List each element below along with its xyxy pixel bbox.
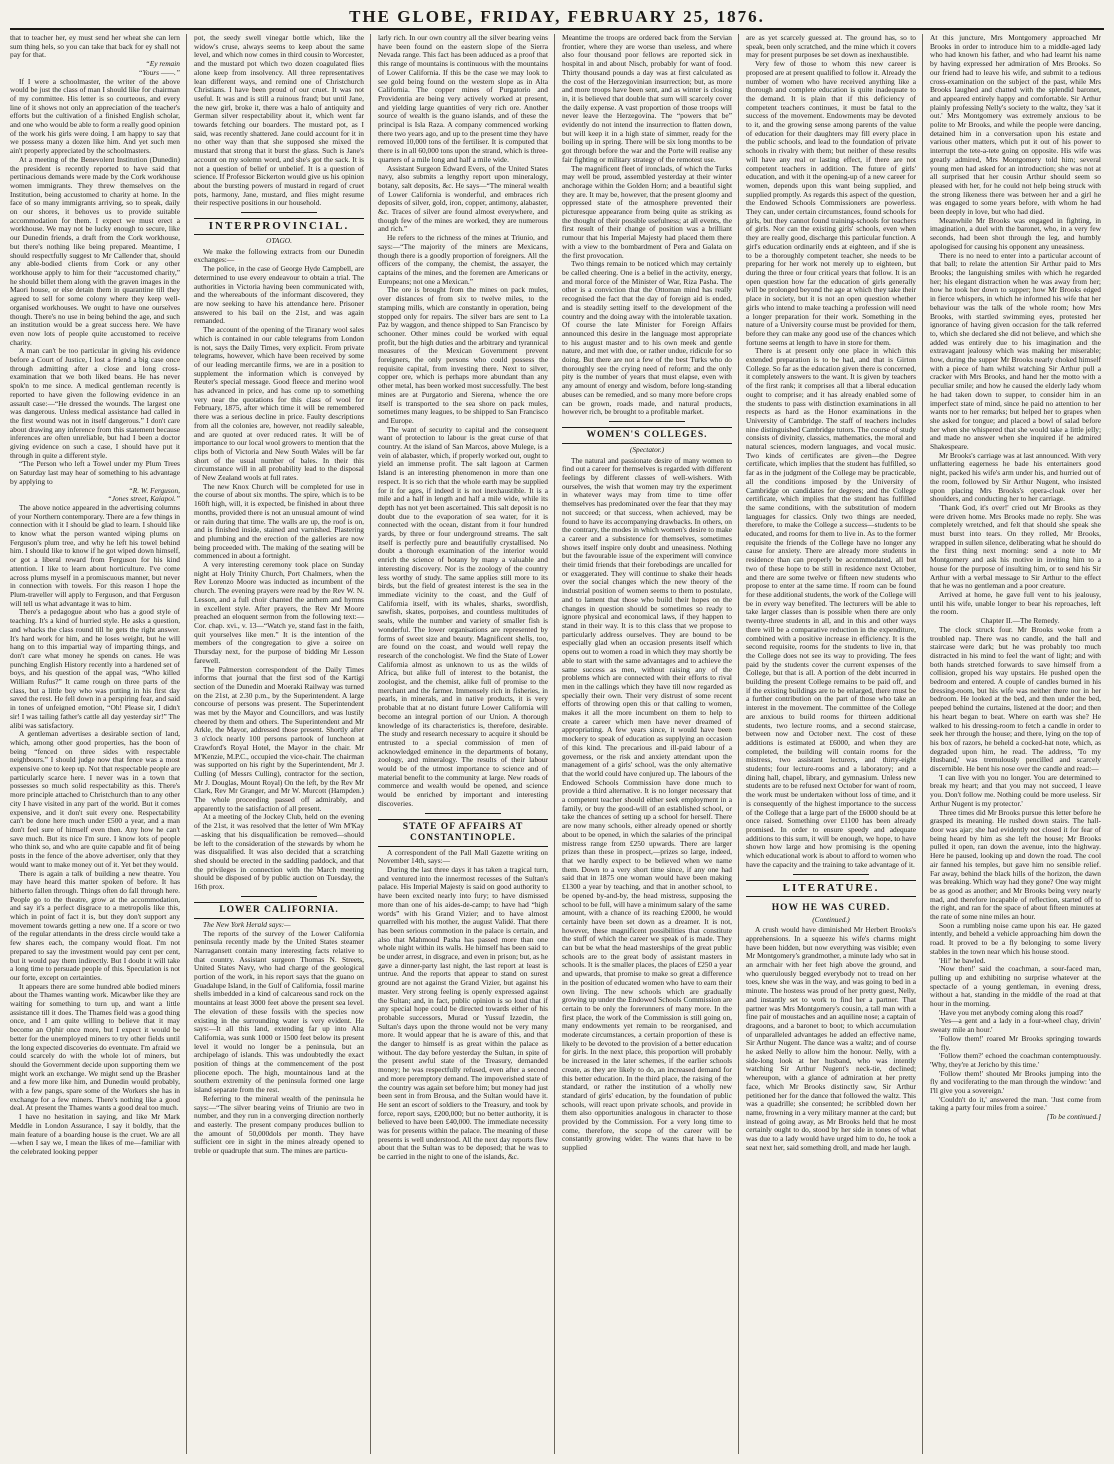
masthead: THE GLOBE, FRIDAY, FEBRUARY 25, 1876. [10,6,1104,30]
story-paragraph: A crush would have diminished Mr Herbert Brooks's apprehensions. In a squeeze his wife's charms might have been hidden, but now everything was visible; even Mr Montgomery's grandmother, a minute lady who sat in an armchair with her feet high above the ground, and who querulously begged everybody not to tread on her toes, knew she was in the way, and was going to bed in a minute. The hostess was proud of her pretty guest, Nelly, and instantly set to work to find her a partner. That partner was Mrs Montgomery's cousin, a tall man with a fine pair of moustaches and an aquiline nose; a captain of dragoons, and a baronet to boot; to which accumulation of unparalleled advantages he added an effective name, Sir Arthur Nugent. The dance was a waltz; and of course he asked Nelly to allow him the honour. Nelly, with a side-long look at her husband, who was intently watching Sir Arthur Nugent's neck-tie, declined; whereupon, with a glance of admiration at her pretty face, which Mr Brooks distinctly saw, Sir Arthur petitioned her for the dance that followed the waltz. This was a quadrille; she consented; he scribbled down her name, frowning in a very military manner at the card; but instead of going away, as Mr Brooks held that he most certainly ought to do, stood by her side in tones of what was due to a lady would have urged him to do, he took a seat next her, said something droll, and made her laugh. [746,925,916,1152]
paragraph: are as yet scarcely guessed at. The ground has, so to speak, been only scratched, and the mine which it covers may for present purposes be set down as inexhaustible. [746,34,916,60]
paragraph: The reports of the survey of the Lower California peninsula recently made by the United States steamer Narragansett contain many interesting facts relative to that country. Assistant surgeon Thomas N. Streets, United States Navy, who had charge of the geological portion of the work, in his report says that the guano on Guadalupe Island, in the Gulf of California, fossil marine shells imbedded in a kind of calcareous sand rock on the mountains at least 3000 feet above the present sea level. The elevation of these fossils with the species now existing in the surrounding water is very evident. He says:—It all this land, extending far up into Alta California, was sunk 1000 or 1500 feet below its present level it would no longer be a peninsula, but an archipelago of islands. This was undoubtedly the exact position of things at the commencement of the post pliocene epoch. The high, mountainous land at the southern extremity of the peninsula formed one large island separate from the rest. [194,928,364,1095]
column-3 [378,34,555,1454]
paragraph: The police, in the case of George Hyde Campbell, are determined to use every endeavour to obtain a trial. The authorities in Victoria having been communicated with, and the whereabouts of the informant discovered, they are now seeking to have his attendance here. Prisoner answered to his bail on the 21st, and was again remanded. [194,264,364,326]
section-heading: LOWER CALIFORNIA. [194,902,364,919]
literature-heading: LITERATURE. [746,880,916,897]
paragraph: that to teacher her, ey must send her wheat she can lern sum thing hels, so you can take that back for ey shall not pay for that. [10,34,180,60]
article-columns [10,34,1104,1454]
paragraph: If I were a schoolmaster, the writer of the above would be just the class of man I should like for chairman of my committee. His letter is so courteous, and every line of it shows not only an appreciation of the teacher's efforts but the cultivation of a finished English scholar, and one who would be able to form a really good opinion of the work his girls were doing. I am happy to say that we possess many a dozen like him. And yet such men ain't properly appreciated by the schoolmasters. [10,76,180,156]
paragraph: At this juncture, Mrs Montgomery approached Mr Brooks in order to introduce him to a middle-aged lady who had known his father, and who had learnt his name by having expressed her admiration of Mrs Brooks. So our friend had to leave his wife, and submit to a tedious cross-examination on the subject of the past, while Mrs Brooks laughed and chatted with the splendid baronet, and appeared entirely happy and comfortable. Sir Arthur plainly professing Nelly's society to the waltz, they 'sat it out.' Mrs Montgomery was extremely anxious to be polite to Mr Brooks, and while the people were dancing, detained him in a conversation upon his estate and various other matters, which put it out of his power to interrupt the tete-a-tete going on opposite. His wife was greatly admired, Mrs Montgomery told him; several young men had asked for an introduction; she was not at all surprised that her cousin Arthur should seem so pleased with her, for he could not help being struck with the strong likeness there was between her and a girl he was engaged to some years before, with whom he had been deeply in love, but who had died. [930,34,1101,217]
column-6 [930,34,1107,1454]
paragraph: 'Yes—a gent and a lady in a four-wheel chay, drivin' sweaty mile an hour.' [930,1016,1101,1035]
section-subheading: (Spectator.) [629,444,665,454]
paragraph: larly rich. In our own country all the silver bearing veins have been found on the eastern slope of the Sierra Nevada range. This fact has been adduced as a proof that this range of mountains is continuous with the mountains of Lower California. If this be the case we may look to see gold being found on the western slope as in Alta California. The copper mines of Purgatorio and Providentia are being very actively worked at present, and yielding large quantities of very rich ore. Another source of wealth is the guano islands, and of these the principal is Isla Raza. A company commenced working there two years ago, and up to the present time they have removed 10,000 tons of the fertiliser. It is computed that there is in all 60,000 tons upon the strand, which is three-quarters of a mile long and half a mile wide. [378,34,548,164]
signature-line: “R. W. Ferguson, [128,485,180,495]
paragraph: The clock struck four. Mr Brooks woke from a troubled nap. There was no candle, and the hall and staircase were dark; but he was probably too much distracted in his mind to feel the want of light; and with both hands stretched forwards to save himself from a collision, groped his way upstairs. He pushed open the bedroom and entered. A couple of candles burned in his dressing-room, but his wife was neither there nor in her bedroom. He looked at the bed, and then under the bed, peeped behind the curtains, listened at the door; and then his heart began to beat. Where on earth was she? He walked to his dressing-room to fetch a candle in order to seek her through the house; and there, lying on the top of his box of razors, he beheld a cocked-hat note, which, as degraded upon him, he read. The address, 'To my Husband,' was tremulously pencilled and scarcely discernible. He bent his nose over the candle and read:— [930,624,1101,774]
paragraph: A very interesting ceremony took place on Sunday night at Holy Trinity Church, Port Chalmers, when the Rev Lorenzo Moore was inducted as incumbent of the church. The evening prayers were read by the Rev W. N. Lesson, and a full choir chanted the anthem and hymns in excellent style. After prayers, the Rev Mr Moore preached an eloquent sermon from the following text:—Cor. chap. xvi., v. 13—“Watch ye, stand fast in the faith, quit yourselves like men.” It is the intention of the members of the congregation to give a soiree on Thursday next, for the purpose of bidding Mr Lesson farewell. [194,560,364,665]
paragraph: At a meeting of the Benevolent Institution (Dunedin) the president is recently reported to have said that pertinacious demands were made by the Cork workhouse women immigrants. They threw themselves on the Institution, being accustomed to charity at home. In the face of so many immigrants arriving, so to speak, daily on our shores, it behoves us to provide suitable accommodation for them. I expect we must erect a workhouse. We may not be lucky enough to secure, like our Dunedin friends, a draft from the Cork workhouse, but there's nothing like being prepared. Meantime, I should respectfully suggest to Mr Callender that, should any able-bodied clients from Cork or any other workhouse apply to him for their “accustomed charity,” he should billet them along with the graven images in the Maori house, or else detain them in quarantine till they agreed to sell for some colony where they keep well-organised workhouses. We ought to have one ourselves though. There's no use in being behind the age, and such an institution would be a great success here. We have even now lots of people quite accustomed to receive charity. [10,154,180,347]
paragraph: 'Thank God, it's over!' cried out Mr Brooks as they were driven home. Mrs Brooks made no reply. She was completely wretched, and felt that should she speak she must burst into tears. On they rolled, Mr Brooks, wrapped in sullen silence, deliberating what he should do the first thing next morning: send a note to Mr Montgomery and ask his motive in inviting him to a house for the purpose of insulting him, or to send his Sir Arthur with a verbal message to Sir Arthur to the effect that he was no gentleman and a poor creature. [930,502,1101,591]
paragraph: He refers to the richness of the mines at Triunio, and says:—“The majority of the miners are Mexicans, though there is a goodly proportion of foreigners. All the officers of the company, the chemist, the assayer, the captains of the mines, and the foremen are Americans or Europeans; not one a Mexican.” [378,233,548,286]
section-heading: WOMEN'S COLLEGES. [562,427,732,444]
paragraph: Arrived at home, he gave full vent to his jealousy, until his wife, unable longer to bear his reproaches, left the room. [930,590,1101,617]
section-heading: STATE OF AFFAIRS AT CONSTANTINOPLE. [378,819,548,847]
paragraph: 'Hi!' he bawled. [939,955,986,965]
signature-line: “Yours ——.” [138,67,180,77]
divider [425,813,502,814]
paragraph: I have no hesitation in saying, and like Mr Mark Meddle in London Assurance, I say it boldly, that the main feature of a boarding house is the cruet. We are all—when I say we, I mean the likes of me—familiar with the celebrated looking pepper [10,1112,180,1156]
paragraph: 'Follow them!' shouted Mr Brooks jumping into the fly and vociferating to the man through the window: 'and I'll give you a sovereign.' [930,1068,1101,1096]
paragraph: The above notice appeared in the advertising columns of your Northern contemporary. There are a few things in connection with it I should be glad to learn. I should like to know what the person wanted wiping plums on Ferguson's plum tree, and why he left his towel behind him. I should like to know if he got wiped down himself, or got a liberal reward from Ferguson for his kind attention. I like to learn about horticulture. I've come across plums myself in a promiscuous manner, but never in connection with towels. For this reason I hope the Plum-traveller will apply to Ferguson, and that Ferguson will tell us what advantage it was to him. [10,502,180,608]
paragraph: Soon a rumbling noise came upon his ear. He gazed intently, and beheld a vehicle approaching him down the road. It proved to be a fly belonging to some livery stables in the town near which his house stood. [930,920,1101,956]
divider [241,212,318,213]
paragraph: It appears there are some hundred able bodied miners about the Thames wanting work. Micawber like they are waiting for something to turn up, and want a little assistance till it does. The Thames field was a good thing once, and I am quite willing to believe that it may become an Ophir once more, but I expect it would be better for the unemployed miners to try other fields until the long expected discoveries do eventuate. I'm afraid we could scarcely do with the whole lot of miners, but should the Government decide upon supporting them we might work an exchange. We might send up the Brasher and a few more like him, and Dunedin would probably, with a few pangs, spare some of the Workers she has in exchange for a few miners. There's nothing like a good deal. At present the Thames wants a good deal too much. [10,981,180,1113]
paragraph: The want of security to capital and the consequent want of protection to labour is the great curse of that country. At the island of San Marcos, above Mulege, is a vein of alabaster, which, if properly worked out, ought to yield an immense profit. The salt lagoon at Carmen Island is an interesting phenomenon in more than one respect. It is so rich that the whole earth may be supplied for it for ages, if indeed it is not inexhaustible. It is a mile and a half in length and half a mile wide, while its depth has not yet been ascertained. This salt deposit is no doubt due to the evaporation of sea water, for it is connected with the ocean, distant from it four hundred yards, by three or four underground streams. The salt itself is perfectly pure and beautifully crystallised. No doubt a thorough examination of the interior would enrich the science of botany by many a valuable and interesting discovery. Nor is the zoology of the country less worthy of study. The same applies still more to its birds, but the field of greatest interest is the sea in the immediate vicinity to the coast, and the Gulf of California itself, with its whales, sharks, swordfish, sawfish, skates, porpoises, and countless multitudes of seals, while the number and variety of smaller fish is wonderful. The lower organisations are represented by forms of sweet size and beauty. Magnificent shells, too, are found on the coast, and would well repay the research of the conchologist. We find the State of Lower California almost as unknown to us as the wilds of Africa, but alike full of interest to the botanist, the zoologist, and the chemist, alike full of promise to the merchant and the farmer. Immensely rich in fisheries, in pearls, in minerals, and in native products, it is very probable that at no distant future Lower California will become an integral portion of our Union. A thorough knowledge of its characteristics is, therefore, desirable. The study and research necessary to acquire it should be entrusted to a special commission of men of acknowledged eminence in the departments of botany, zoology, and mineralogy. The results of their labour would be of the utmost importance to science and of material benefit to the community at large. New roads of commerce and wealth would be opened, and science would be enriched by important and interesting discoveries. [378,424,548,808]
column-5 [746,34,923,1454]
paragraph: Referring to the mineral wealth of the peninsula he says:—“The silver bearing veins of Triunio are two in number, and they run in a converging direction northerly and easterly. The present company produces bullion to the amount of 50,000dols per month. They have sufficient ore in sight in the mines already opened to treble or quadruple that sum. The mines are particu- [194,1093,364,1156]
continued-note: [To be continued.] [1046,1112,1101,1122]
paragraph: Three times did Mr Brooks pursue this letter before he grasped its meaning. He rushed down stairs. The hall-door was ajar; she had evidently not closed it for fear of being heard by him as she left the house; Mr Brooks pulled it open, ran down the avenue, into the highway. Here he paused, looking up and down the road. The cool air fanned his temples, but gave him no sensible relief. Far away, behind the black hills of the horizon, the dawn was breaking. Which way had they gone? One way might be as good as another; and Mr Brooks being very nearly mad, and therefore incapable of reflection, started off to the right, and ran for the space of about fifteen minutes at the rate of some nine miles an hour. [930,807,1101,922]
paragraph: The New York Herald says:— [203,919,291,929]
paragraph: There's a pedagogue about who has a good style of teaching. It's a kind of hurried style. He asks a question, and whacks the class round till he gets the right answer. It's hard work for him, and he loses weight, but he will hang on to this impartial way of imparting things, and don't care what money he spends on canes. He was punching English History recently into a hardened set of boys, and his question of the appal was, “Who killed William Rufus?” It came rough on three parts of the class, but a little boy who was putting in his first day saved the rest. He fell down in a perspiring fear, and said in tones of unfeigned emotion, “Oh! Please sir, I didn't sir! I was tailing father's cattle all day yesterday sir!” The alibi was satisfactory. [10,607,180,730]
paragraph: The ore is brought from the mines on pack mules, over distances of from six to twelve miles, to the stamping mills, which are constantly in operation, being stopped only for repairs. The silver bars are sent to La Paz by waggon, and thence shipped to San Francisco by schooner. Other mines could be worked with equal profit, but the high duties and the arbitrary and tyrannical measures of the Mexican Government prevent foreigners, the only persons who could possess the requisite capital, from investing there. Next to silver, copper ore, which is perhaps more abundant than any other metal, has been worked most successfully. The best mines are at Purgatorio and Sierena, whence the ore itself is transported to the sea shore on pack mules, sometimes many leagues, to be shipped to San Francisco and Europe. [378,285,548,425]
divider [241,896,318,897]
paragraph: There is at present only one place in which this extended preparation is to be had, and that is Girton College. So far as the education given there is concerned, it completely answers to the want. It is given by teachers of the first rank; it comprises all that a liberal education ought to comprise; and it has already enabled some of the students to pass with distinction examinations in all respects as hard as the Honor examinations in the University of Cambridge. The staff of teachers includes nine distinguished Cambridge tutors. The course of study consists of divinity, classics, mathematics, the moral and natural sciences, modern languages, and vocal music. Two kinds of certificates are given—the Degree certificate, which implies that the student has fulfilled, so far as in the judgment of the College may be practicable, all the conditions imposed by the University of Cambridge on candidates for degrees; and the College certificate, which implies that the student has fulfilled the same conditions, with the substitution of modern languages for classics. Only two things are needed, therefore, to make the College a success—students to be educated, and rooms for them to live in. As to the former requisite the friends of the College have no longer any cause for anxiety. There are already more students in residence than can properly be accommodated, all but two of these hope to be still in residence next October, and there are some twelve or fifteen new students who propose to enter at the same time. If room can be found for these additional students, the work of the College will be in every way benefited. The lecturers will be able to take larger classes than is possible when there are only twenty-three students in all, and in this and other ways there will be a comparative reduction in the expenditure, combined with a positive increase in efficiency. It is the second requisite, rooms for the students to live in, that the College does not see its way to providing. The fees paid by the students cover the current expenses of the College, but that is all. A portion of the debt incurred in building the present College remains to be paid off, and if the existing buildings are to be enlarged, there must be a further contribution on the part of those who take an interest in the movement. The committee of the College are anxious to build rooms for thirteen additional students, two lecture rooms, and a second staircase, between now and October next. The cost of these additions is estimated at £6000, and when they are completed, the building will contain rooms for the mistress, two assistant lecturers, and thirty-eight students; four lecture-rooms and a laboratory; and a dining hall, chapel, library, and gymnasium. Unless new students are to be refused next October for want of room, the work must be undertaken without loss of time, and it is consequently of the highest importance to the success of the College that a large part of the £6000 should be at once raised. Something over £1100 has been already promised. In order to ensure speedy and adequate additions to this sum, it will be enough, we hope, to have shown how large and how promising is the opening which educational work is about to afford to women who have the capacity and the training to take advantage of it. [746,346,916,869]
paragraph: pot, the seedy swell vinegar bottle which, like the widow's cruse, always seems to keep about the same level, and which now comes in third cousin to Worcester, and the mustard pot which two dozen coagulated flies alone keep from insolvency. All three representatives lean different ways, and remind one of Christchurch Christians. I have been proud of our cruet. It was not useful. It was and is still a ruinous fraud; but until Jane, the new girl, broke it, there was a halo of antiquity and German silver respectability about it, which went far towards fetching our boarders. The mustard pot, as I said, was recently shattered. Jane could account for it in no other way than that she supposed she mixed the mustard that strong that it burst the glass. Such is Jane's account on my solemn word, and she's got the sack. It is not a question of belief or unbelief. It is a question of science. If Professor Bickerton would give us his opinion about the bursting powers of mustard in regard of cruet pots, harmony, Jane, mustard, and flies might resume their respective positions in our household. [194,34,364,208]
column-1 [10,34,187,1454]
paragraph: There is no need to enter into a particular account of that ball; to relate the attention Sir Arthur paid to Mrs Brooks; the languishing smiles with which he regarded her; his elegant distraction when he was away from her; how he took her down to supper; how Mr Brooks edged in fierce whispers, in which he informed his wife that her behaviour was the talk of the whole room; how Mrs Brooks, with startled swimming eyes, protested her ignorance of having given occasion for the talk referred to, which she declared she did not believe, and which she added was entirely due to his imagination and the extravagant jealousy which was making her miserable; how, during the supper Mr Brooks nearly choked himself with a piece of ham whilst watching Sir Arthur pull a cracker with Mrs Brooks, and hand her the motto with a peculiar smile; and how he caused the elderly lady whom he had taken down to supper, to consider him in an imperfect state of mind, since he paid no attention to her wants nor to her remarks; but helped her to grapes when she asked for tongue; and placed a bowl of salad before her when she whispered that she would take a little jelly; and made no answer when she inquired if he admired Shakespeare. [930,250,1101,452]
paragraph: Mr Brooks's carriage was at last announced. With very unflattering eagerness he bade his entertainers good night, packed his wife's arm under his, and hurried out of the room, followed by Sir Arthur Nugent, who insisted upon placing Mrs Brooks's opera-cloak over her shoulders, and conducting her to her carriage. [930,450,1101,504]
paragraph: Assistant Surgeon Edward Evers, of the United States navy, also submits a lengthy report upon mineralogy, botany, salt deposits, &c. He says—“The mineral wealth of Lower California is wonderful, and embraces rich deposits of silver, gold, iron, copper, antimony, alabaster, &c. Traces of silver are found almost everywhere, and though few of the mines are worked, they are numerous and rich.” [378,163,548,234]
paragraph: At a meeting of the Jockey Club, held on the evening of the 21st, it was resolved that the letter of Wm M'Kay—asking that his disqualification be removed—should be left to the consideration of the stewards by whom he was disqualified. It was also decided that a scratching shed should be erected in the saddling paddock, and that the privileges in connection with the March meeting should be disposed of by public auction on Tuesday, the 16th prox. [194,812,364,892]
column-2 [194,34,371,1454]
chapter-heading: Chapter II.—The Remedy. [980,616,1060,626]
paragraph: Meanwhile Mr Brooks was engaged in fighting, in imagination, a duel with the baronet, who, in a very few seconds, had been shot through the leg, and humbly apologised for causing his opponent any uneasiness. [930,215,1101,251]
story-continued: (Continued.) [812,914,850,924]
story-title: HOW HE WAS CURED. [771,902,891,913]
paragraph: The magnificent fleet of ironclads, of which the Turks may well be proud, assembled yesterday at their winter anchorage within the Golden Horn; and a beautiful sight they are. It may be, however, that the present gloomy and oppressed state of the atmosphere prevented their picturesque appearance from being quite as striking as the thought of their possible usefulness; at all events, the first result of their change of position was a brilliant rumour that his Imperial Majesty had placed them there with a view to the bombardment of Pera and Galata on the first provocation. [562,163,732,260]
paragraph: The natural and passionate desire of many women to find out a career for themselves is regarded with different feelings by different classes of well-wishers. With ourselves, the wish that women may try the experiment in whatever ways may from time to time offer themselves has predominated over the fear that they may not succeed; or that success, when achieved, may be found to have its accompanying drawbacks. In others, on the contrary, the modes in which women's desire to make a career and a subsistence for themselves, sometimes shows itself inspire only doubt and uneasiness. Nothing but the favourable issue of the experiment will convince their timid friends that their forebodings are uncalled for or exaggerated. They will continue to shake their heads over the social changes which the new theory of the industrial position of women seems to them to postulate, and to lament that those who build their hopes on the changes in question should be sometimes so ready to ignore physical and economical laws, if they happen to stand in their way. It is to this class that we propose to particularly address ourselves. They are bound to be especially glad when an occasion presents itself which opens out to women a road in which they may shortly be able to start with the same advantages and to achieve the same success as men, without raising any of the problems which are connected with their efforts to rival men in the callings which they have till now regarded as specially their own. Their very distrust of some recent efforts of throwing open this or that calling to women, makes it all the more incumbent on them to help to create a career which men have never dreamed of appropriating. A few years since, it would have been mockery to speak of education as supplying an occasion of this kind. The precarious and ill-paid labour of a governess, or the risk and anxiety attendant upon the management of a girls' school, was the only alternative that the world could have conjured up. The labours of the Endowed Schools Commission have done much to provide a third alternative. It is no longer necessary that a competent teacher should either seek employment in a family, or buy the good-will of an established school, or take the chances of setting up a school for herself. There are now many schools, either already opened or shortly about to be opened, in which the salaries of the principal mistress range from £250 upwards. There are larger prizes than these in prospect,—prizes so large, indeed, that we hardly expect to be believed when we name them. Down to a very short time since, if any one had said that in 1875 one woman would have been making £1300 a year by teaching, and that in another school, to be opened by-and-by, the head mistress, supposing the school to be full, will have a minimum salary of the same amount, with a chance of its reaching £2000, he would certainly have been set down as a dreamer. It is not, however, these magnificent possibilities that constitute the stuff of which the career we speak of is made. They can but be what the head masterships of the great public schools are to the great body of assistant masters in schools. It is the smaller places, the places of £250 a year and upwards, that promise to make so great a difference in the position of educated women who have to earn their own living. The new schools which are gradually growing up under the Endowed Schools Commission are certain to be only the forerunners of many more. In the first place, the work of the Commission is still going on, many endowments yet remain to be reorganised, and moderate circumstances, a certain proportion of these is likely to be devoted to the provision of a better education for girls. In the next place, this proportion will probably be increased in the later schemes, if the earlier schools create, as they are likely to do, an increased demand for this better education. In the third place, the raising of the standard, or rather the institution of a wholly new standard of girls' education, by the foundation of public schools, will react upon private schools, and provide in them also opportunities analogous in character to those provided by the Commission. For a very long time to come, therefore, the scope of the career will be constantly growing wider. The wants that have to be supplied [562,455,732,1153]
signature-line: “Ey remain [145,59,180,69]
paragraph: 'Now then!' said the coachman, a sour-faced man, pulling up and exhibiting no surprise whatever at the spectacle of a young gentleman, in evening dress, without a hat, standing in the middle of the road at that hour in the morning. [930,964,1101,1009]
paragraph: “The Person who left a Towel under my Plum Trees on Saturday last may hear of something to his advantage by applying to [10,459,180,486]
paragraph: A gentleman advertises a desirable section of land, which, among other good properties, has the boon of being “fenced on three sides with respectable neighbours.” I should judge now that fence was a most expensive one to keep up. Not that respectable people are particularly scarce here. I never was in a town that possesses so much solid respectability as this. There's more principle attached to Christchurch than to any other city I have visited in any part of the world. But it comes expensive, and it don't suit every one. Respectability can't be done here much under £500 a year, and a man don't feel sure of himself even then. Any how he can't save much. But its nice I'm sure. I know lots of people who think so, and who are quite capable and fit of being posts in the fence of the above advertiser, only that they would want to make money out of it. Yet bet they would. [10,729,180,869]
paragraph: The Palmerston correspondent of the Daily Times informs that journal that the first sod of the Kartigi section of the Dunedin and Moeraki Railway was turned on the 21st, at 2.30 p.m., by the Superintendent. A large concourse of persons was present. The Superintendent was met by the Mayor and Councillors, and was lustily cheered by them and others. The Superintendent and Mr Arkle, the Mayor, addressed those present. Shortly after 3 o'clock nearly 100 persons partook of luncheon at Crawford's Royal Hotel, the Mayor in the chair. Mr M'Kenzie, M.P.C., occupied the vice-chair. The chairman was supported on his right by the Superintendent, Mr J. Culling (of Messrs Culling), contractor for the section, Mr J. Douglas, Mount Royal) On the left, by the Rev Mr Clark, Rev Mr Granger, and Mr W. Murcott (Hampden.) The whole proceeding passed off admirably, and apparently to the satisfaction of all present. [194,664,364,813]
divider [609,421,686,422]
paragraph: A correspondent of the Pall Mall Gazette writing on November 14th, says:— [378,847,548,866]
paragraph: There is again a talk of building a new theatre. You may have heard this matter spoken of before. It has hitherto fallen through. Things often do fall through here. People go to the theatre, grow at the accommodation, and say it's a perfect disgrace to a metropolis like this, which in point of fact it is, but they don't support any movement towards getting a new one. If a score or two of the regular attendants in the dress circle would take a few shares each, the company would float. I'm not prepared to say the investment would pay cent per cent, but it would pay them indirectly. But I doubt it will take a long time to persuade people of this. Speculation is not our forte, except on certainties. [10,868,180,982]
paragraph: 'Couldn't do it,' answered the man. 'Just come from taking a party four miles from a soiree.' [930,1094,1101,1113]
paragraph: Very few of those to whom this new career is proposed are at present qualified to follow it. Already the number of women who have received anything like a thorough and complete education is quite inadequate to the demand. It is plain that if this deficiency of competent teachers continues, it must be fatal to the success of the movement. Endowments may be devoted to it, and the growing sense among parents of the value of education for their daughters may fill every place in the public schools, and lead to the foundation of private schools in rivalry with them; but neither of these results will have any real or lasting effect, if there are not competent teachers in addition. The future of girls' education, and with it the opening-up of a new career for women, depends upon this want being supplied, and supplied promptly. As regards this aspect of the question, the Endowed Schools Commissioners are powerless. They can, under certain circumstances, found schools for girls, but they cannot found training-schools for teachers of girls. Nor can the existing girls' schools, even when they are really good, discharge this particular function. A girl's education ordinarily ends at eighteen, and if she is to be a thoroughly competent teacher, she needs to be preparing for her work not merely up to eighteen, but during the three or four critical years that follow. It is an open question how far the education of girls generally will be prolonged beyond the age at which they take their place in society, but it is not an open question whether girls who intend to make teaching a profession will need a longer preparation for their work. Something in the nature of a University course must be provided for them, before they can make any good use of the chances which fortune seems at length to have in store for them. [746,59,916,347]
paragraph: Two things remain to be noticed which may certainly be called cheering. One is a belief in the activity, energy, and moral force of the Minister of War, Riza Pasha. The other is a conviction that the Ottoman mind has really recognised the fact that the day of foreign aid is ended, and is steadily setting itself to the development of the country and the doing away with the intolerable taxation. Of course the late Minister for Foreign Affairs announced this desire in the language most appropriate to his august master and to his own meek and gentle nature, and met with due, or rather undue, ridicule for so doing. But there are not a few of the best Turks who do thoroughly see the crying need of reform; and the only pity is the number of years that must elapse, even with any amount of energy and wisdom, before long-standing abuses can be remedied, and so many more before crops can be grown, roads made, and natural products, however rich, be brought to a profitable market. [562,259,732,417]
section-subheading: OTAGO. [266,236,292,246]
paragraph: 'Follow them?' echoed the coachman contemptuously. 'Why, they're at Jericho by this time.' [930,1051,1101,1069]
signature-line: “Jones street, Kaiapoi.” [107,494,180,504]
section-heading: INTERPROVINCIAL. [194,218,364,235]
paragraph: The new Knox Church will be completed for use in the course of about six months. The spire, which is to be 160ft high, will, it is expected, be finished in about three months, provided there is not an unusual amount of wind or rain during that time. The walls are up, the roof is on, and is finished inside, stained and varnished. Plastering and plumbing and the erection of the galleries are now being proceeded with. The making of the seating will be commenced in about a fortnight. [194,481,364,561]
paragraph: We make the following extracts from our Dunedin exchanges:— [194,246,364,265]
column-4 [562,34,739,1454]
paragraph: 'Follow them!' roared Mr Brooks springing towards the fly. [930,1033,1101,1052]
paragraph: A man can't be too particular in giving his evidence before a Court of Justice, I lost a friend a big case once through admitting after a close and long cross-examination that we both liked beans. He has never spok'n to me since. A medical gentleman recently is reported to have given the following evidence in an assault case:—“He dressed the wounds. The largest one was dangerous. Unless medical assistance had called in the first wound was not in itself dangerous.” I don't care about drawing any inference from this statement because inferences are often unreliable, but had I been a doctor giving evidence on such a case, I should have put it through in quite a different style. [10,346,180,460]
paragraph: Meantime the troops are ordered back from the Servian frontier, where they are worse than useless, and where also four thousand poor fellows are reported sick in hospital in and about Nisch, probably for want of food. Thirty thousand pounds a day was at first calculated as the cost of the Herzegovinian insurrection; but, as more and more troops have been sent, and as winter is closing in, it is believed that double that sum will scarcely cover the daily expense. A vast proportion of those troops will never leave the Herzegovina. The “powers that be” evidently do not intend the insurrection to flatten down, but will keep it in a high state of simmer, ready for the boiling up in spring. There will be six long months to be got through before the war and the Porte will realise any fair fighting or military strategy of the remotest use. [562,34,732,164]
paragraph: 'I can live with you no longer. You are determined to break my heart; and that you may not succeed, I leave you. Don't follow me. Nothing could be more useless. Sir Arthur Nugent is my protector.' [930,772,1101,808]
paragraph: During the last three days it has taken a tragical turn, and ventured into the innermost recesses of the Sultan's palace. His Imperial Majesty is said on good authority to have been excited nearly into fury; to have dismissed more than one of his aides-de-camp; to have had “high words” with his Grand Vizier; and to have almost quarrelled with his mother, the august Validé. That there has been serious commotion in the palace is certain, and also that Mahmoud Pasha has passed more than one whole night within its walls. He himself has been said to be under arrest, in disgrace, and even in prison; but, as he gave a dinner-party last night, the last report at least is untrue. And the reports that appear to stand on surest ground are not against the Grand Vizier, but against his master. Very strong feeling is openly expressed against the Sultan; and, in fact, public opinion is so loud that if any special hope could be directed towards either of his probable successors, Murad or Yussuf Izzedin, the Sultan's days upon the throne would not be very many more. It would appear that he is aware of this, and that the danger to himself is as great within the palace as without. The day before yesterday the Sultan, in spite of the present awful state of the Treasury, demanded money; he was respectfully refused, even after a second and more peremptory demand. The impoverished state of the country was again set before him; but money had just been sent in from Brousa, and the Sultan would have it. He sent an escort of soldiers to the Treasury, and took by force, report says, £200,000; but no better authority, it is believed to have been £40,000. The immediate necessity was for presents within the palace. The meaning of these presents is well understood. All the next day reports flew about that the Sultan was to be deposed; that he was to be carried in the night to one of the islands, &c. [378,864,548,1162]
paragraph: 'Have you met anybody coming along this road?' [939,1007,1084,1017]
paragraph: The account of the opening of the Tiranary wool sales which is contained in our cable telegrams from London is not, says the Daily Times, very explicit. From private telegrams, however, which have been received by some of our leading mercantile firms, we are in a position to supplement the information which is conveyed by Reuter's special message. Good fleece and merino wool has advanced in price, and has come up to something very near the quotations for this class of wool for February, 1875, after which time it will be remembered there was a serious decline in price. Faulty descriptions from all the colonies are, however, not readily saleable, and are quoted at over reduced rates. It will be of importance to our local wool growers to mention that the clips both of Victoria and New South Wales will be far short of the usual number of bales. In their this circumstance will in all probability lead to the disposal of New Zealand wools at full rates. [194,325,364,483]
